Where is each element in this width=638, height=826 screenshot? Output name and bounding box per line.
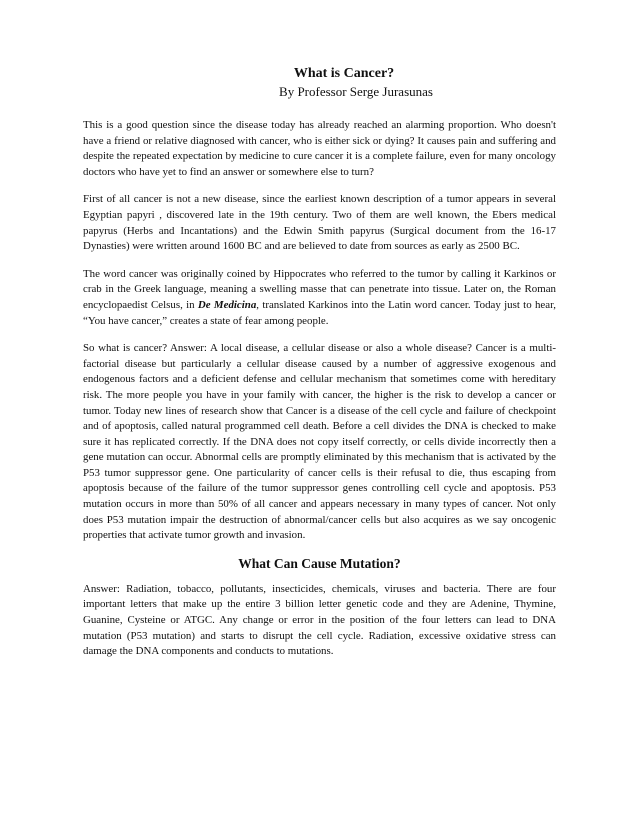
paragraph-intro: This is a good question since the disease today has already reached an alarming proportion. Who doesn't have a friend or relative diagnosed with cancer, who is either sick or dying? It causes pain and suffering and despite the repeated expectation by medicine to cure cancer it is a complete failure, even for many oncology doctors who have yet to find an answer or somewhere else to turn?: [83, 119, 556, 178]
paragraph-history: First of all cancer is not a new disease, since the earliest known description of a tumor appears in several Egyptian papyri , discovered late in the 19th century. Two of them are well known, the Ebers medical papyrus (Herbs and Incantations) and the Edwin Smith papyrus (Surgical document from the 16-17 Dynasties) were written around 1600 BC and are believed to date from sources as early as 2500 BC.: [83, 193, 556, 253]
hippocrates-text-end: , translated Karkinos into the Latin word cancer. Today just to hear, “You have cancer,” creates a state of fear among people.: [83, 298, 556, 327]
section-heading-mutation: What Can Cause Mutation?: [238, 555, 401, 571]
author-line: By Professor Serge Jurasunas: [279, 84, 433, 99]
paragraph-mutation: Answer: Radiation, tobacco, pollutants, insecticides, chemicals, viruses and bacteria. There are four important letters that make up the entire 3 billion letter genetic code and they are Adenine, Thymine, Guanine, Cysteine or ATGC. Any change or error in the position of the four letters can lead to DNA mutation (P53 mutation) and starts to disrupt the cell cycle. Radiation, excessive oxidative stress can damage the DNA components and conducts to mutations.: [83, 582, 556, 658]
paragraph-hippocrates: [83, 267, 556, 329]
de-medicina-title: De Medicina: [197, 298, 257, 311]
article-body: [83, 118, 556, 672]
paragraph-what-is-cancer: So what is cancer? Answer: A local disease, a cellular disease or also a whole disease? Cancer is a multi-factorial disease but particularly a cellular disease caused by a number of aggressive exogenous and endogenous factors and a deficient defense and cellular mechanism that sometimes come with hereditary risk. The more people you have in your family with cancer, the higher is the risk to develop a cancer or tumor. Today new lines of research show that Cancer is a disease of the cell cycle and failure of checkpoint and of apoptosis, called natural programmed cell death. Before a cell divides the DNA is checked to make sure it has replicated correctly. If the DNA does not copy itself correctly, or cells divide incorrectly then a gene mutation can occur. Abnormal cells are promptly eliminated by this mechanism that is activated by the P53 tumor suppressor gene. One particularity of cancer cells is their refusal to die, thus escaping from apoptosis because of the failure of the tumor suppressor genes controlling cell cycle and apoptosis. P53 mutation occurs in more than 50% of all cancer and appears necessary in many types of cancer. Not only does P53 mutation impair the destruction of abnormal/cancer cells but also acquires as we say oncogenic properties that activate tumor growth and invasion.: [83, 342, 556, 542]
page-title: What is Cancer?: [293, 66, 395, 81]
hippocrates-text-start: The word cancer was originally coined by Hippocrates who referred to the tumor by calling it Karkinos or crab in the Greek language, meaning a swelling masse that can penetrate into tissue. Later on, the Roman encyclopaedist Celsus, in: [83, 267, 556, 311]
